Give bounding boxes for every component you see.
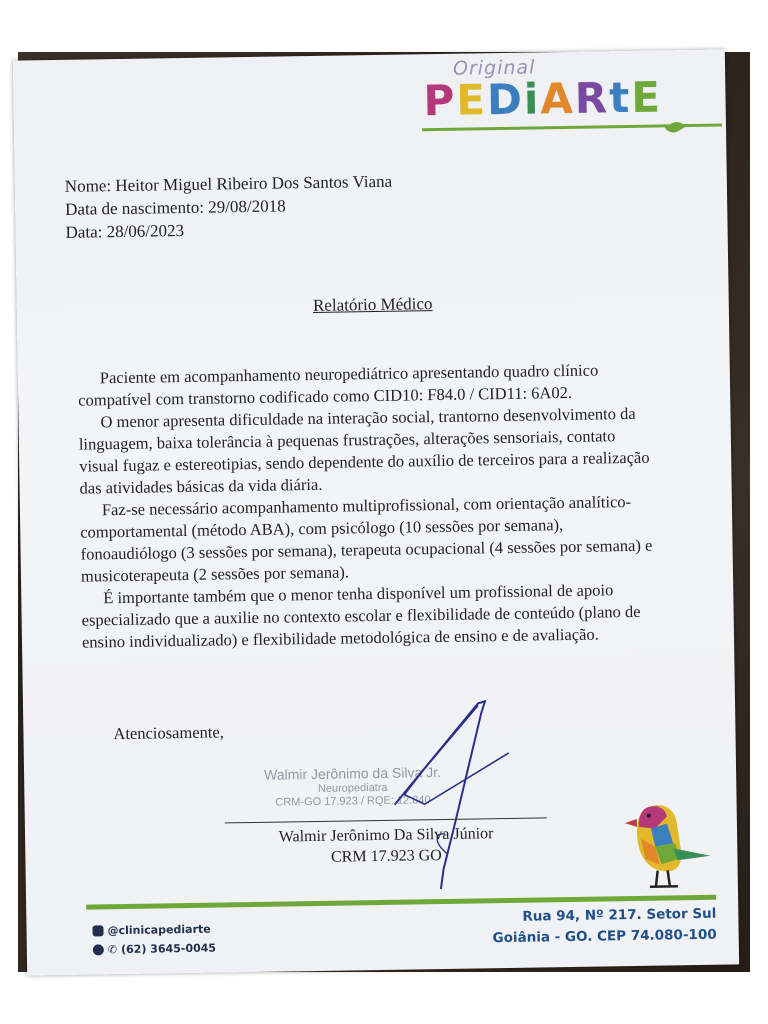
signer-block [225, 822, 548, 869]
logo-letter: R [574, 73, 610, 123]
logo-letter: E [455, 75, 488, 125]
address-line-1: Rua 94, Nº 217. Setor Sul [522, 905, 717, 925]
patient-name: Nome: Heitor Miguel Ribeiro Dos Santos Viana [64, 171, 393, 196]
logo-letter: E [630, 72, 663, 122]
paragraph: É importante também que o menor tenha disponível um profissional de apoio especializado que a auxilie no contexto escolar e flexibilidade de conteúdo (plano de ensino individualizado) e flexibilidade metodológica de ensino e de avaliação. [81, 580, 641, 652]
paragraph: O menor apresenta dificuldade na interação social, trantorno desenvolvimento da linguagem, baixa tolerância à pequenas frustrações, alterações sensoriais, contato visual fugaz e estereotipias, sendo dependente do auxílio de terceiros para a realização das atividades básicas da vida diária. [78, 403, 650, 498]
phone-number: (62) 3645-0045 [120, 941, 217, 957]
logo-tagline: Original [452, 56, 536, 80]
logo-letter: t [608, 72, 632, 123]
patient-birth-date: Data de nascimento: 29/08/2018 [65, 196, 286, 219]
report-title: Relatório Médico [312, 294, 433, 315]
footer-contacts [92, 920, 216, 960]
footer-address [492, 904, 717, 950]
signer-crm: CRM 17.923 GO [330, 847, 442, 866]
closing-salutation: Atenciosamente, [113, 722, 224, 744]
parrot-mascot-icon [615, 798, 716, 895]
whatsapp-icon [93, 944, 104, 955]
stamp-name: Walmir Jerônimo da Silva Jr. [263, 764, 442, 783]
instagram-handle: @clinicapediarte [107, 922, 211, 938]
leaf-icon [665, 118, 686, 136]
paragraph: Faz-se necessário acompanhamento multiprofissional, com orientação analítico-comportamental (método ABA), com psicólogo (10 sessões por semana), fonoaudiólogo (3 sessões por semana), terapeuta ocupacional (4 sessões por semana) e musicoterapeuta (2 sessões por semana). [80, 491, 653, 586]
clinic-logo [423, 72, 662, 124]
logo-letter: D [486, 74, 525, 125]
logo-letter: i [523, 74, 541, 124]
report-date: Data: 28/06/2023 [65, 220, 185, 242]
address-line-2: Goiânia - GO. CEP 74.080-100 [492, 926, 717, 947]
instagram-icon [92, 925, 103, 936]
stamp-role: Neuropediatra [317, 781, 388, 795]
signer-name: Walmir Jerônimo Da Silva Júnior [278, 825, 494, 846]
logo-letter: A [539, 73, 576, 124]
paragraph: Paciente em acompanhamento neuropediátrico apresentando quadro clínico compatível com transtorno codificado como CID10: F84.0 / CID11: 6A02. [78, 360, 599, 410]
logo-letter: P [423, 75, 457, 126]
stamp-crm: CRM-GO 17.923 / RQE: 12.840 [275, 794, 431, 809]
medical-report-page [13, 49, 739, 975]
report-body [78, 359, 660, 654]
patient-info [65, 170, 393, 244]
phone-icon: ✆ [107, 943, 118, 957]
